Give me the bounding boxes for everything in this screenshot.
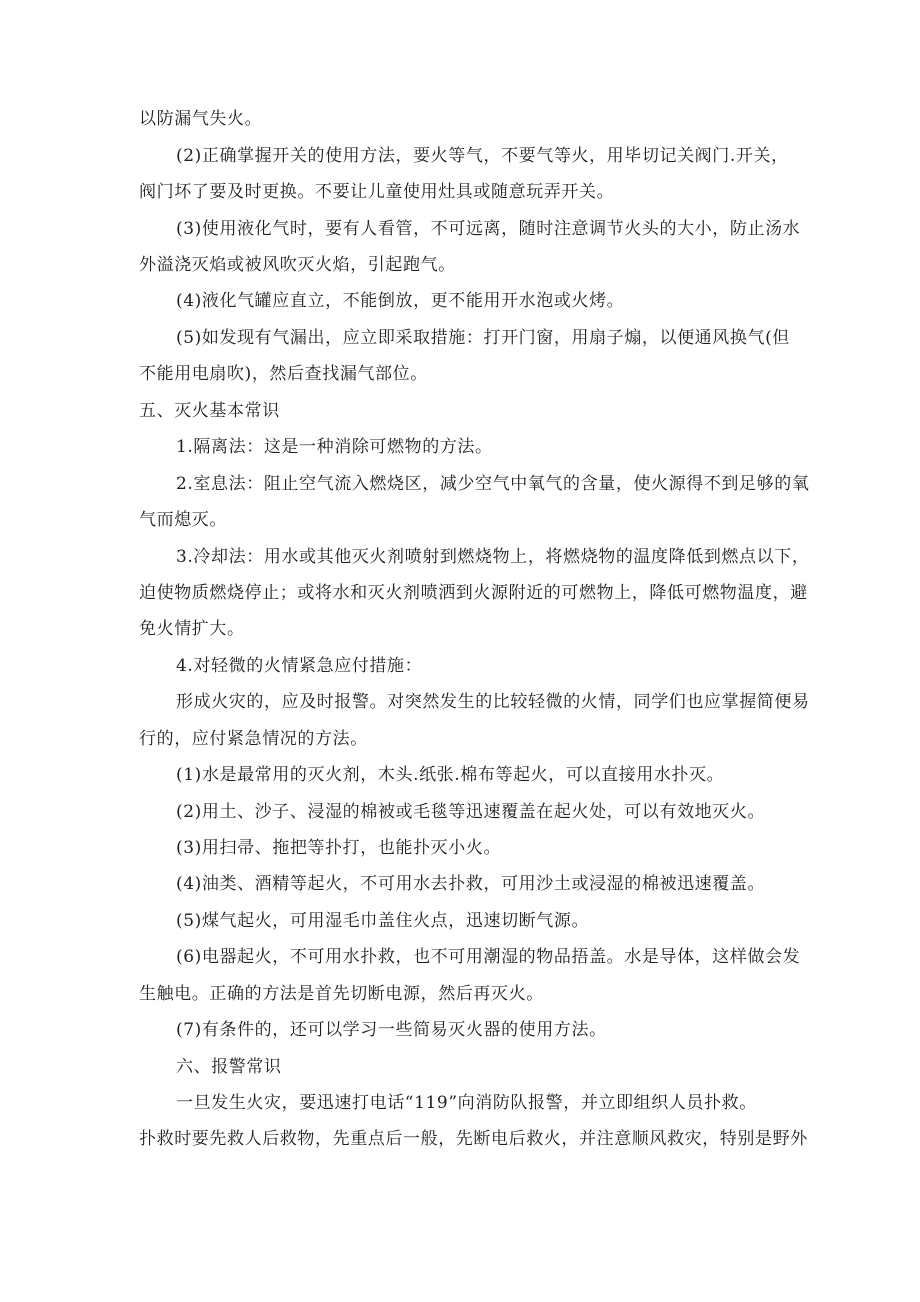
text-line: (2)正确掌握开关的使用方法，要火等气，不要气等火，用毕切记关阀门.开关， xyxy=(176,146,789,166)
text-line: (3)使用液化气时，要有人看管，不可远离，随时注意调节火头的大小，防止汤水 xyxy=(176,219,801,239)
text-line: 生触电。正确的方法是首先切断电源，然后再灭火。 xyxy=(139,984,544,1004)
text-line: 行的，应付紧急情况的方法。 xyxy=(139,729,368,749)
text-line: 4.对轻微的火情紧急应付措施： xyxy=(176,656,423,676)
text-line: (4)液化气罐应直立，不能倒放，更不能用开水泡或火烤。 xyxy=(176,291,625,311)
text-line: 以防漏气失火。 xyxy=(139,109,263,129)
section-heading: 五、灭火基本常识 xyxy=(139,401,280,421)
text-line: 气而熄灭。 xyxy=(139,510,227,530)
text-line: (7)有条件的，还可以学习一些简易灭火器的使用方法。 xyxy=(176,1020,607,1040)
text-line: 免火情扩大。 xyxy=(139,619,245,639)
text-line: 阀门坏了要及时更换。不要让儿童使用灶具或随意玩弄开关。 xyxy=(139,182,615,202)
text-line: 外溢浇灭焰或被风吹灭火焰，引起跑气。 xyxy=(139,255,456,275)
text-line: 形成火灾的，应及时报警。对突然发生的比较轻微的火情，同学们也应掌握简便易 xyxy=(176,692,810,712)
text-line: 2.室息法：阻止空气流入燃烧区，减少空气中氧气的含量，使火源得不到足够的氧 xyxy=(176,474,810,494)
text-line: 一旦发生火灾，要迅速打电话“119”向消防队报警，并立即组织人员扑救。 xyxy=(176,1093,757,1113)
text-line: 3.冷却法：用水或其他灭火剂喷射到燃烧物上，将燃烧物的温度降低到燃点以下， xyxy=(176,547,810,567)
text-line: 不能用电扇吹)，然后查找漏气部位。 xyxy=(139,364,428,384)
text-line: (2)用土、沙子、浸湿的棉被或毛毯等迅速覆盖在起火处，可以有效地灭火。 xyxy=(176,802,766,822)
text-line: (3)用扫帚、拖把等扑打，也能扑灭小火。 xyxy=(176,838,502,858)
text-line: (5)如发现有气漏出，应立即采取措施：打开门窗，用扇子煽，以便通风换气(但 xyxy=(176,328,790,348)
text-line: (5)煤气起火，可用湿毛巾盖住火点，迅速切断气源。 xyxy=(176,911,590,931)
text-line: (6)电器起火，不可用水扑救，也不可用潮湿的物品捂盖。水是导体，这样做会发 xyxy=(176,947,801,967)
text-line: 迫使物质燃烧停止；或将水和灭火剂喷洒到火源附近的可燃物上，降低可燃物温度，避 xyxy=(139,583,808,603)
text-line: 扑救时要先救人后救物，先重点后一般，先断电后救火，并注意顺风救灾，特别是野外 xyxy=(139,1129,808,1149)
section-heading: 六、报警常识 xyxy=(176,1057,282,1077)
text-line: 1.隔离法：这是一种消除可燃物的方法。 xyxy=(176,437,493,457)
text-line: (1)水是最常用的灭火剂，木头.纸张.棉布等起火，可以直接用水扑灭。 xyxy=(176,765,725,785)
text-line: (4)油类、酒精等起火，不可用水去扑救，可用沙土或浸湿的棉被迅速覆盖。 xyxy=(176,874,766,894)
